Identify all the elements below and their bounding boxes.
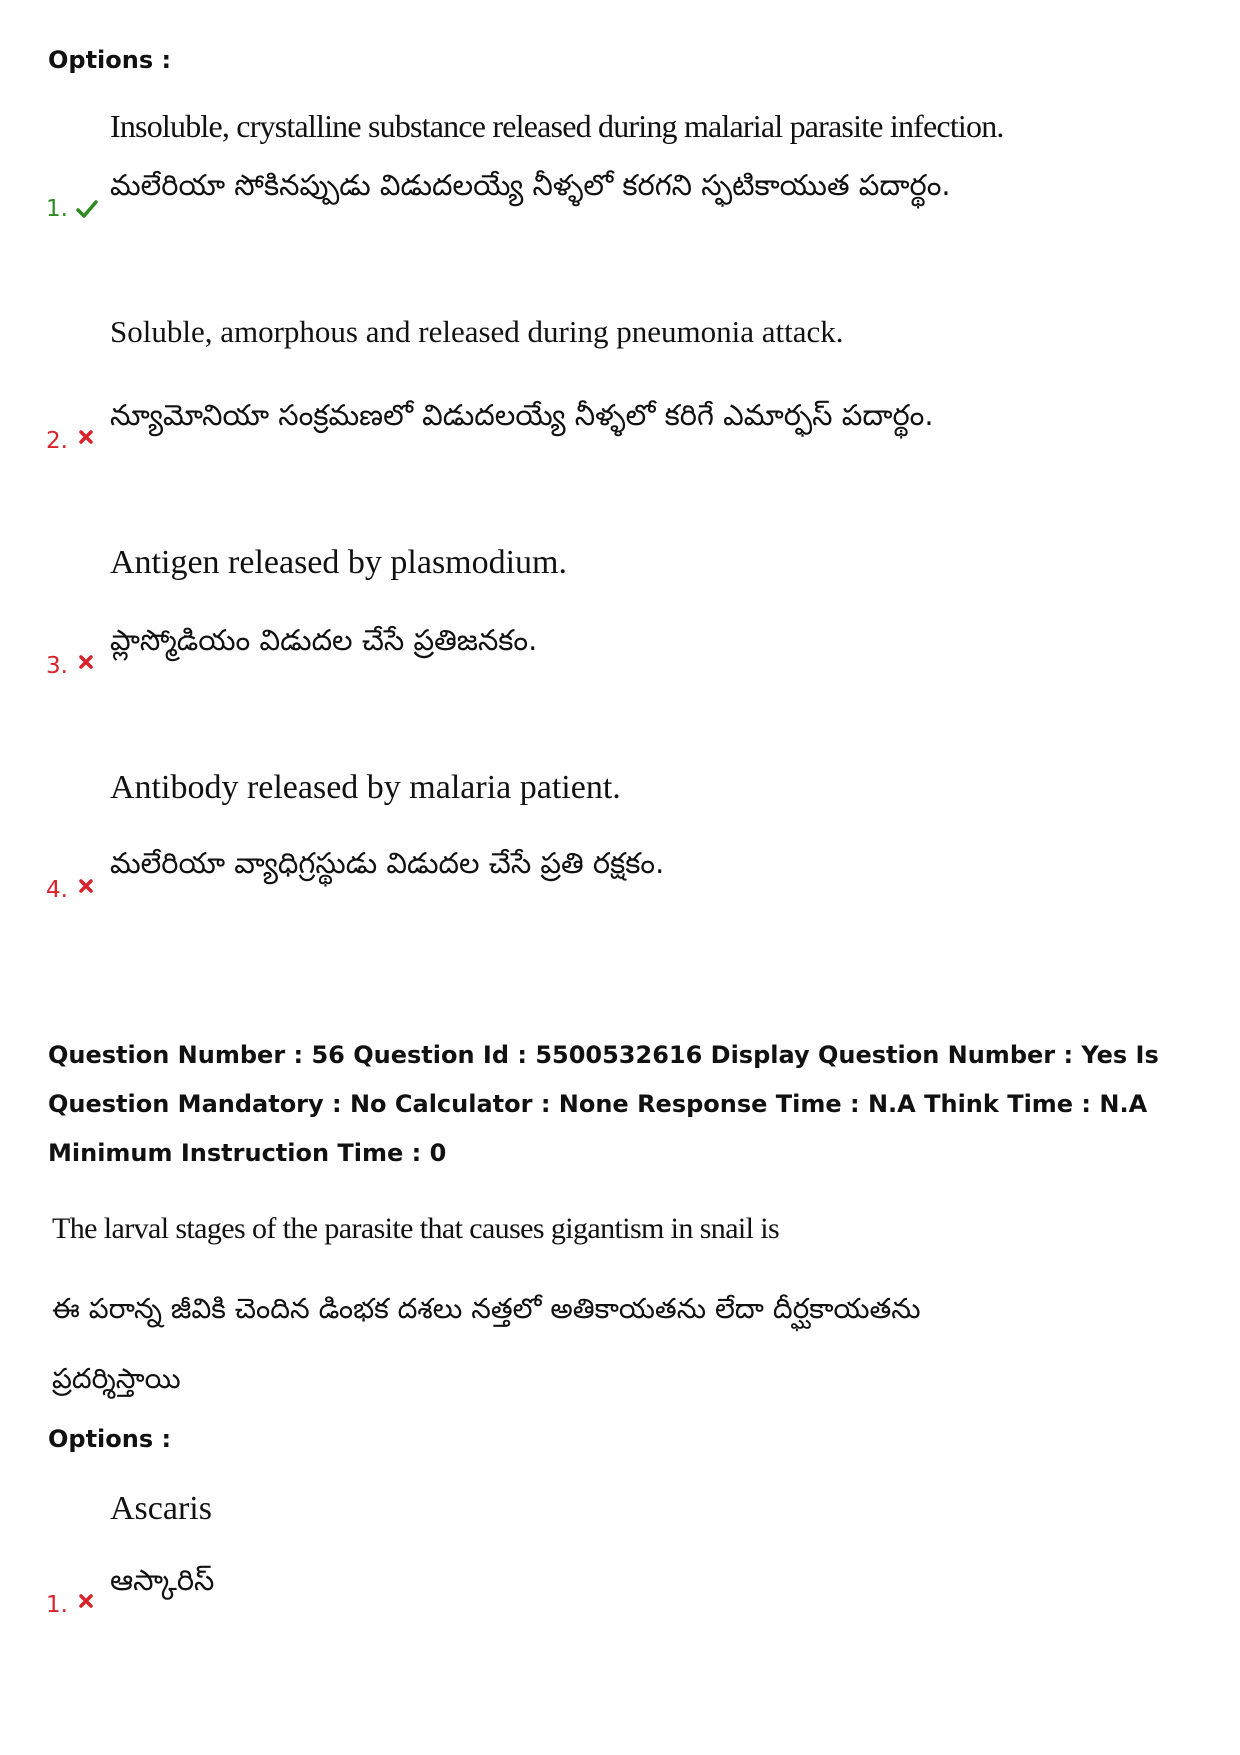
check-icon xyxy=(76,200,98,218)
option-telugu: మలేరియా వ్యాధిగ్రస్థుడు విడుదల చేసే ప్రతి రక్షకం. xyxy=(110,846,665,880)
question-telugu-line1: ఈ పరాన్న జీవికి చెందిన డింభక దశలు నత్తలో అతికాయతను లేదా దీర్ఘకాయతను xyxy=(52,1292,921,1325)
option-telugu: మలేరియా సోకినప్పుడు విడుదలయ్యే నీళ్ళలో కరగని స్ఫటికాయుత పదార్థం. xyxy=(110,168,951,202)
options-label: Options : xyxy=(48,46,172,74)
option-english: Insoluble, crystalline substance released during malarial parasite infection. xyxy=(110,108,1004,144)
option-number: 2. xyxy=(46,428,68,454)
option-english: Ascaris xyxy=(110,1490,212,1527)
option-telugu: ఆస్కారిస్ xyxy=(110,1563,215,1597)
question-english: The larval stages of the parasite that causes gigantism in snail is xyxy=(52,1212,780,1245)
question-telugu-line2: ప్రదర్శిస్తాయి xyxy=(52,1362,181,1395)
cross-icon xyxy=(79,879,93,893)
question-meta: Question Number : 56 Question Id : 5500532616 Display Question Number : Yes Is Question Mandatory : No Calculator : None Response Time : N.A Think Time : N.A Minimum Instruction Time : 0 xyxy=(48,1041,1159,1167)
option-english: Antigen released by plasmodium. xyxy=(110,544,568,581)
option-telugu: న్యూమోనియా సంక్రమణలో విడుదలయ్యే నీళ్ళలో కరిగే ఎమార్ఫస్ పదార్థం. xyxy=(110,398,934,432)
cross-icon xyxy=(79,430,93,444)
cross-icon xyxy=(79,655,93,669)
option-number: 3. xyxy=(46,653,68,679)
option-english: Soluble, amorphous and released during pneumonia attack. xyxy=(110,314,844,349)
option-number: 1. xyxy=(46,196,68,222)
option-telugu: ప్లాస్మోడియం విడుదల చేసే ప్రతిజనకం. xyxy=(110,623,538,657)
option-number: 4. xyxy=(46,877,68,903)
option-english: Antibody released by malaria patient. xyxy=(110,769,621,806)
option-number: 1. xyxy=(46,1592,68,1618)
options-label: Options : xyxy=(48,1425,172,1453)
cross-icon xyxy=(79,1594,93,1608)
